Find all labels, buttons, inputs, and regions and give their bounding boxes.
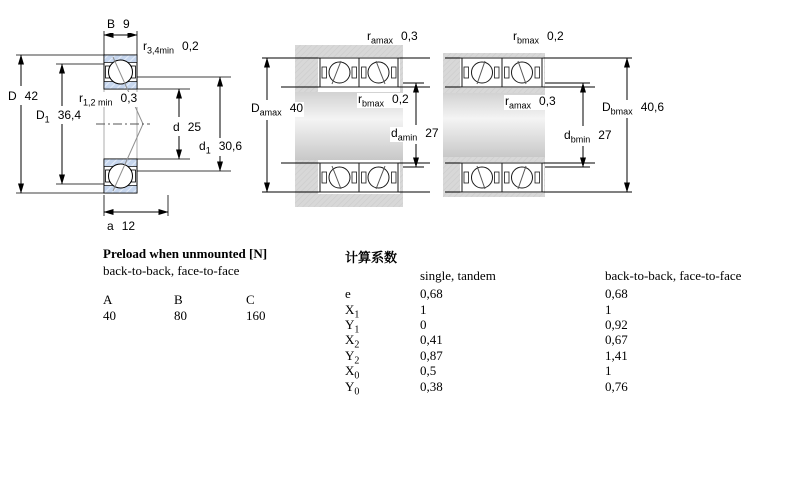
preload-val-A: 40 (103, 308, 116, 323)
dim-Damax: $D_{amax}$ 40 (251, 101, 304, 118)
bearing-spec-page: B 9 $r_{3,4min}$ 0,2 D 42 $r_{1,2 min}$ 0,3 $D_1$ 36,4 d 25 $d_1$ 30,6 a 12 $r_{amax}$ 0,3 $r_{bmax}$ 0,2 $D_{amax}$ 40 $d_{amin}$ 27 $r_{bmax}$ 0,2 $r_{amax}$ 0,3 $D_{bmax}$ 40,6 $d_{bmin}$ 27 Preload when unmounted [N] back-to-back, face-to-face A B C 40 80 160 计算系数 single, tandem back-to-back, face-to-face e 0,68 0,68 $X_1$ 1 1 $Y_1$ 0 0,92 $X_2$ 0,41 0,67 $Y_2$ 0,87 1,41 $X_0$ 0,5 1 $Y_0$ 0,38 0,76 (0, 0, 800, 500)
dim-d: d 25 (172, 121, 202, 136)
preload-subtitle: back-to-back, face-to-face (103, 263, 240, 278)
preload-col-B: B (174, 292, 183, 307)
factors-title: 计算系数 (345, 250, 398, 265)
dim-ramax-mid: $r_{amax}$ 0,3 (367, 29, 418, 46)
preload-col-A: A (103, 292, 113, 307)
dim-rbmax-mid: $r_{bmax}$ 0,2 (358, 92, 409, 109)
dim-D1: $D_1$ 36,4 (36, 108, 82, 125)
preload-col-C: C (246, 292, 255, 307)
preload-val-B: 80 (174, 308, 187, 323)
factors-col1-header: single, tandem (420, 268, 496, 283)
dim-Dbmax: $D_{bmax}$ 40,6 (602, 100, 665, 117)
dim-a: a 12 (106, 220, 136, 235)
preload-val-C: 160 (246, 308, 266, 323)
preload-title: Preload when unmounted [N] (103, 246, 268, 261)
dim-ramax-right: $r_{amax}$ 0,3 (505, 94, 556, 111)
dim-d1: $d_1$ 30,6 (199, 139, 243, 156)
middle-mounting-drawing (262, 45, 430, 207)
dim-damin: $d_{amin}$ 27 (391, 126, 439, 143)
dim-B: B 9 (106, 18, 131, 33)
dim-r34min: $r_{3,4min}$ 0,2 (143, 39, 199, 56)
dim-D: D 42 (7, 90, 39, 105)
right-mounting-drawing (443, 53, 632, 197)
dim-r12min: $r_{1,2 min}$ 0,3 (79, 91, 138, 108)
dim-dbmin: $d_{bmin}$ 27 (564, 128, 612, 145)
factors-col2-header: back-to-back, face-to-face (605, 268, 742, 283)
dim-rbmax-right: $r_{bmax}$ 0,2 (513, 29, 564, 46)
